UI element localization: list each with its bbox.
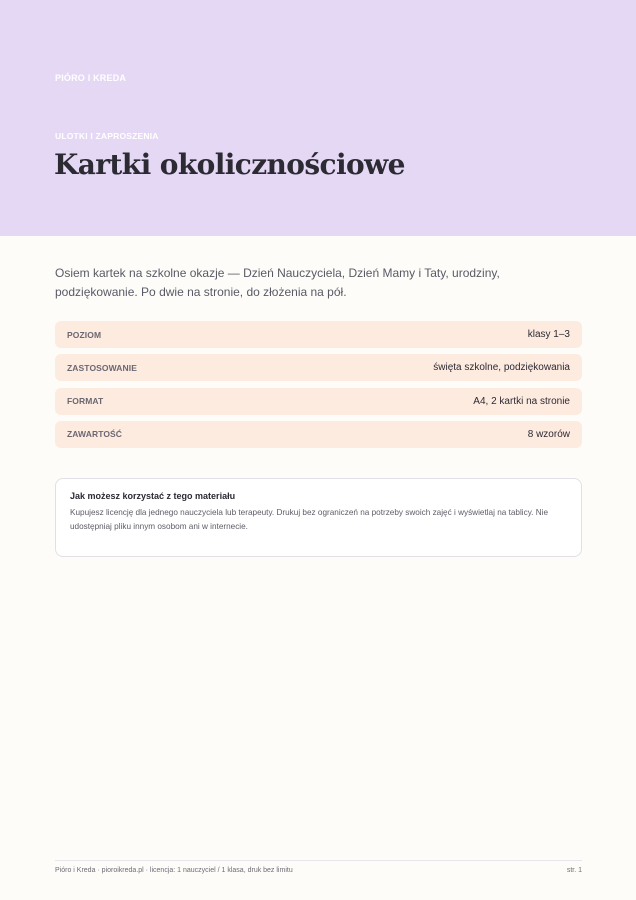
fact-row-contents bbox=[55, 421, 582, 448]
license-text: Kupujesz licencję dla jednego nauczyciela lub terapeuty. Drukuj bez ograniczeń na potrzeby swoich zajęć i wyświetlaj na tablicy. Nie udostępniaj pliku innym osobom ani w internecie. bbox=[70, 508, 549, 531]
license-title: Jak możesz korzystać z tego materiału bbox=[70, 491, 236, 501]
category-eyebrow: ULOTKI I ZAPROSZENIA bbox=[55, 131, 159, 141]
fact-label: ZAWARTOŚĆ bbox=[67, 429, 123, 440]
fact-label: ZASTOSOWANIE bbox=[67, 362, 137, 373]
brand-name: PIÓRO I KREDA bbox=[55, 73, 127, 83]
fact-row-format bbox=[55, 388, 582, 415]
fact-row-usage bbox=[55, 354, 582, 381]
intro-text: Osiem kartek na szkolne okazje — Dzień Nauczyciela, Dzień Mamy i Taty, urodziny, podziękowanie. Po dwie na stronie, do złożenia na pół. bbox=[55, 266, 500, 299]
header-band bbox=[0, 0, 636, 236]
fact-label: FORMAT bbox=[67, 396, 104, 407]
page-footer bbox=[55, 860, 582, 874]
fact-label: POZIOM bbox=[67, 329, 102, 340]
fact-value: klasy 1–3 bbox=[527, 329, 570, 340]
fact-row-level bbox=[55, 321, 582, 348]
page-number: str. 1 bbox=[566, 867, 582, 874]
fact-value: święta szkolne, podziękowania bbox=[433, 362, 570, 374]
page-title: Kartki okolicznościowe bbox=[54, 148, 405, 181]
footer-info: Pióro i Kreda · pioroikreda.pl · licencja: 1 nauczyciel / 1 klasa, druk bez limitu bbox=[55, 867, 293, 874]
fact-value: 8 wzorów bbox=[527, 428, 570, 440]
facts-list bbox=[55, 321, 582, 454]
license-box bbox=[55, 478, 582, 557]
fact-value: A4, 2 kartki na stronie bbox=[473, 395, 570, 407]
